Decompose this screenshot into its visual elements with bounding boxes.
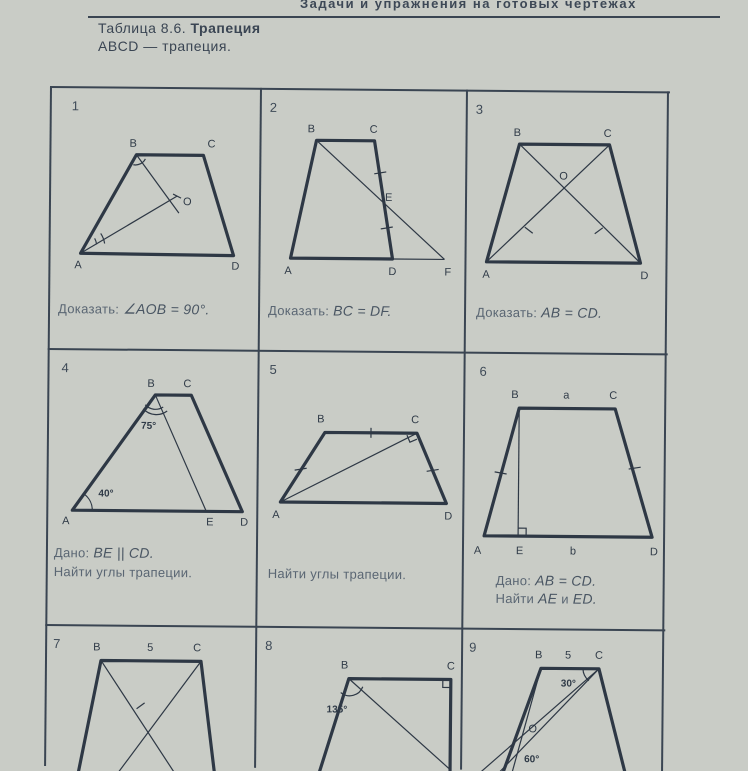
- side-a: a: [563, 389, 570, 401]
- table-subtitle: ABCD — трапеция.: [98, 38, 231, 54]
- vertex-B: B: [147, 378, 154, 390]
- point-E: E: [516, 545, 523, 557]
- vertex-B: B: [535, 649, 542, 661]
- problem-number: 2: [270, 100, 277, 115]
- trapezoid-figure-5: [257, 352, 463, 628]
- vertex-D: D: [231, 261, 239, 273]
- vertex-D: D: [640, 270, 648, 282]
- vertex-A: A: [284, 265, 292, 277]
- problem-2: [260, 88, 466, 352]
- problem-number: 9: [469, 640, 476, 655]
- vertex-D: D: [650, 546, 658, 558]
- angle-B: 75°: [141, 421, 156, 432]
- point-O: O: [559, 170, 568, 182]
- vertex-C: C: [207, 138, 215, 150]
- problem-number: 7: [53, 636, 60, 651]
- vertex-C: C: [609, 390, 617, 402]
- problem-number: 5: [269, 362, 276, 377]
- vertex-A: A: [482, 269, 490, 281]
- problem-6: [463, 354, 665, 630]
- vertex-B: B: [514, 127, 521, 139]
- table-title: [98, 20, 261, 36]
- problem-number: 3: [476, 102, 483, 117]
- vertex-A: A: [272, 509, 280, 521]
- problem-number: 8: [265, 638, 272, 653]
- trapezoid-figure-7: [44, 626, 255, 768]
- side-5: 5: [565, 650, 571, 662]
- vertex-C: C: [595, 650, 603, 662]
- vertex-D: D: [444, 510, 452, 522]
- problems-grid: [44, 86, 670, 771]
- problem-4-caption-line1: Дано: BE || CD.: [54, 544, 154, 561]
- trapezoid-figure-4: [45, 350, 257, 626]
- vertex-B: B: [308, 123, 315, 135]
- side-5: 5: [147, 642, 153, 654]
- vertex-D: D: [240, 517, 248, 529]
- problem-5: [257, 352, 463, 628]
- angle-A: 40°: [98, 488, 113, 499]
- vertex-C: C: [411, 414, 419, 426]
- angle-B: 135°: [327, 704, 348, 715]
- vertex-C: C: [183, 378, 191, 390]
- vertex-D: D: [388, 266, 396, 278]
- running-head: Задачи и упражнения на готовых чертежах: [300, 0, 637, 11]
- problem-5-caption: Найти углы трапеции.: [268, 566, 407, 582]
- problem-4-caption-line2: Найти углы трапеции.: [54, 564, 193, 580]
- side-b: b: [570, 546, 576, 558]
- problem-1-caption: Доказать: ∠AOB = 90°.: [58, 300, 210, 318]
- point-F: F: [444, 266, 451, 278]
- problem-1: [48, 86, 260, 350]
- problem-7: [44, 626, 255, 768]
- header-rule: [88, 16, 720, 18]
- vertex-C: C: [193, 642, 201, 654]
- vertex-B: B: [129, 138, 136, 150]
- vertex-A: A: [474, 545, 482, 557]
- problem-2-caption: Доказать: BC = DF.: [268, 302, 392, 319]
- problem-number: 6: [479, 364, 486, 379]
- problem-number: 1: [72, 98, 79, 113]
- point-E: E: [385, 192, 392, 204]
- problem-8: [256, 628, 461, 770]
- vertex-C: C: [604, 128, 612, 140]
- vertex-B: B: [317, 413, 324, 425]
- vertex-B: B: [93, 641, 100, 653]
- table-label: Таблица 8.6.: [98, 20, 186, 36]
- problem-4: [45, 350, 257, 626]
- vertex-C: C: [447, 660, 455, 672]
- vertex-B: B: [341, 660, 348, 672]
- problem-3: [466, 90, 668, 354]
- vertex-B: B: [511, 389, 518, 401]
- table-name: Трапеция: [191, 20, 261, 36]
- problem-6-caption-line2: Найти AE и ED.: [495, 590, 597, 607]
- problem-3-caption: Доказать: AB = CD.: [476, 304, 602, 321]
- point-O: O: [183, 196, 192, 208]
- vertex-A: A: [74, 259, 82, 271]
- problem-number: 4: [61, 360, 68, 375]
- problem-6-caption-line1: Дано: AB = CD.: [496, 572, 597, 589]
- vertex-A: A: [62, 515, 70, 527]
- angle-O: 60°: [524, 754, 539, 765]
- point-E: E: [206, 516, 213, 528]
- vertex-C: C: [370, 124, 378, 136]
- trapezoid-figure-8: [256, 628, 461, 770]
- angle-C: 30°: [561, 678, 576, 689]
- point-O: O: [528, 723, 537, 735]
